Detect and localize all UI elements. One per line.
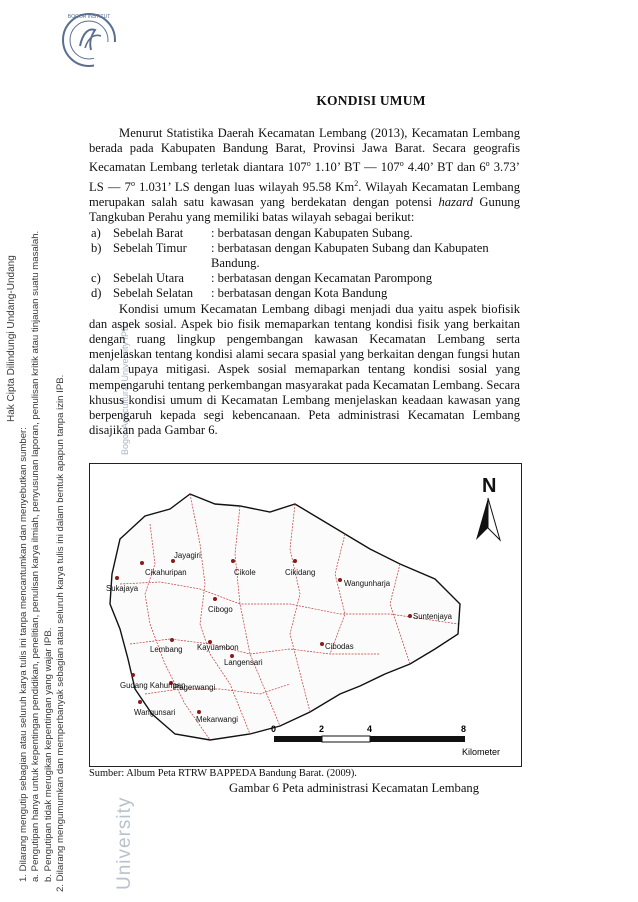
paragraph-1: Menurut Statistika Daerah Kecamatan Lembang (2013), Kecamatan Lembang berada pada Kabupaten Bandung Barat, Provinsi Jawa Barat. Secara geografis Kecamatan Lembang terletak diantara 107$^o$ 1.10’ BT — 107$^o$ 4.40’ BT dan 6$^o$ 3.73’ LS — 7$^o$ 1.031’ LS dengan luas wilayah 95.58 Km$^2$. Wilayah Kecamatan Lembang merupakan salah satu kawasan yang berdekatan dengan potensi hazard Gunung Tangkuban Perahu yang memiliki batas wilayah sebagai berikut: [89,126,521,225]
border-list [89,226,520,302]
svg-text:Suntenjaya: Suntenjaya [413,612,453,621]
north-arrow [476,475,500,540]
scale-bar [271,724,500,757]
map-svg [90,464,521,766]
figure-source: Sumber: Album Peta RTRW BAPPEDA Bandung Barat. (2009). [89,768,357,779]
watermark-university: University [114,796,135,890]
svg-text:Gudang Kahuripan: Gudang Kahuripan [120,681,186,690]
logo-mask [94,42,124,68]
svg-text:Cikahuripan: Cikahuripan [145,568,187,577]
watermark-small: Bogor Agricultural University IPB [120,324,130,455]
body-text [89,126,520,438]
svg-text:Jayagiri: Jayagiri [174,551,201,560]
section-title: KONDISI UMUM [316,93,426,108]
paragraph-2: Kondisi umum Kecamatan Lembang dibagi menjadi dua yaitu aspek biofisik dan aspek sosial. Aspek bio fisik memaparkan tentang kondisi fisik yang berkaitan dengan ruang lingkup pengembangan kawasan Kecamatan Lembang serta menjelaskan tentang kondisi alami secara spasial yang berkaitan dengan fungsi hutan dalam upaya mitigasi. Aspek sosial memaparkan tentang kondisi sosial yang mempengaruhi tentang perkembangan masyarakat pada Kecamatan Lembang. Secara khusus kondisi umum di Kecamatan Lembang menjelaskan keadaan kawasan yang berpengaruh kepada segi kebencanaan. Peta administrasi Kecamatan Lembang disajikan pada Gambar 6. [89,301,520,438]
copyright-notice [6,72,67,892]
svg-text:Mekarwangi: Mekarwangi [196,715,239,724]
copyright-line-2: a. Pengutipan hanya untuk kepentingan pendidikan, penelitian, penulisan karya ilmiah, penyusunan laporan, penulisan kritik atau tinjauan suatu masalah. [30,230,42,882]
svg-text:Cikidang: Cikidang [285,568,316,577]
map-figure [89,463,522,767]
figure-caption: Gambar 6 Peta administrasi Kecamatan Lembang [228,781,480,795]
svg-text:Lembang: Lembang [150,645,183,654]
svg-text:Cikole: Cikole [234,568,256,577]
svg-text:Kilometer: Kilometer [462,747,501,757]
svg-text:BOGOR INSTITUT: BOGOR INSTITUT [67,14,111,20]
svg-text:Wangunsari: Wangunsari [134,708,176,717]
svg-text:Kayuambon: Kayuambon [197,643,239,652]
svg-text:Sukajaya: Sukajaya [106,584,139,593]
svg-text:2: 2 [319,724,325,734]
list-item: d) Sebelah Selatan : berbatasan dengan Kota Bandung [91,286,388,301]
svg-text:Pagerwangi: Pagerwangi [174,683,216,692]
list-item: c) Sebelah Utara : berbatasan dengan Kecamatan Parompong [91,271,433,286]
north-label: N [482,475,497,497]
list-item: a) Sebelah Barat : berbatasan dengan Kabupaten Subang. [91,225,413,240]
district-boundary [110,494,460,740]
svg-text:8: 8 [461,724,467,734]
copyright-line-4: 2. Dilarang mengumumkan dan memperbanyak sebagian atau seluruh karya tulis ini dalam bentuk apapun tanpa izin IPB. [54,374,66,892]
copyright-line-3: b. Pengutipan tidak merugikan kepentingan yang wajar IPB. [42,627,54,882]
svg-text:Wangunharja: Wangunharja [344,579,391,588]
svg-text:4: 4 [367,724,373,734]
svg-text:Langensari: Langensari [224,658,263,667]
copyright-heading: Hak Cipta Dilindungi Undang-Undang [6,255,17,422]
svg-text:Cibogo: Cibogo [208,605,233,614]
svg-text:Cibodas: Cibodas [325,642,354,651]
svg-text:0: 0 [271,724,277,734]
copyright-line-1: 1. Dilarang mengutip sebagian atau seluruh karya tulis ini tanpa mencantumkan dan menyebutkan sumber: [18,427,30,882]
list-item: b) Sebelah Timur : berbatasan dengan Kabupaten Subang dan Kabupaten Bandung. [91,240,489,270]
